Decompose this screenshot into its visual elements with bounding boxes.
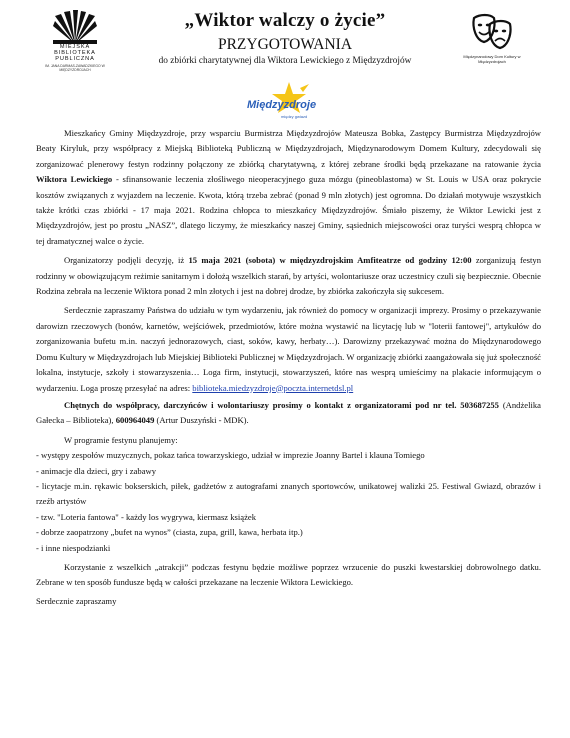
document-title: „Wiktor walczy o życie” (184, 10, 386, 31)
list-item: - występy zespołów muzycznych, pokaz tańca towarzyskiego, udział w imprezie Joanny Bartel i klauna Tomiego (36, 450, 425, 461)
program-list (36, 448, 541, 556)
mdk-logo-caption: Międzynarodowy Dom Kultury w Międzyzdrojach (463, 54, 521, 64)
paragraph-closing: Korzystanie z wszelkich „atrakcji” podczas festynu będzie możliwe poprzez wrzucenie do puszki kwestarskiej dobrowolnego datku. Zebrane w ten sposób fundusze będą w całości przekazane na leczenie Wiktora Lewickiego. (36, 561, 541, 588)
document-subtitle: PRZYGOTOWANIA (217, 36, 353, 53)
library-logo-line-3: PUBLICZNA (55, 56, 95, 63)
bold-date-place: 15 maja 2021 (sobota) w międzyzdrojskim Amfiteatrze od godziny 12:00 (188, 255, 472, 266)
library-logo-small: IM. JANA DARMAS-ZAWADZKIEGO W MIĘDZYZDROJACH (45, 63, 105, 72)
paragraph-intro: Mieszkańcy Gminy Międzyzdroje, przy wsparciu Burmistrza Międzyzdrojów Mateusza Bobka, Zastępcy Burmistrza Międzyzdrojów Beaty Kiryluk, przy współpracy z Miejską Biblioteką Publiczną w Międzyzdrojach, Międzynarodowym Domem Kultury, zdecydowali się zorganizować plenerowy festyn rodzinny połączony ze zbiórką charytatywną, z której zebrane środki będą przekazane na ratowanie życia Wiktora Lewickiego - sfinansowanie leczenia złośliwego nieoperacyjnego guza mózgu (pineoblastoma) w St. Louis w USA oraz pokrycie kosztów związanych z wyjazdem na leczenie. Kwota, którą trzeba zebrać (ponad 9 mln złotych) jest ogromna. Do działań motywuje wszystkich także krótki czas zbiórki - 17 maja 2021. Rodzina chłopca to mieszkańcy Międzyzdrojów. Śmiało piszemy, że Wiktor Lewicki jest z Międzyzdrojów, jest po prostu „NASZ”, dlatego liczymy, że mieszkańcy naszej Gminy, sąsiednich miejscowości oraz turyści wesprą chłopca w tej dramatycznej walce o życie. (36, 128, 542, 246)
paragraph-invitation: Serdecznie zapraszamy Państwa do udziału w tym wydarzeniu, jak również do pomocy w organizacji imprezy. Prosimy o przekazywanie darowizn rzeczowych (bonów, karnetów, wejściówek, przedmiotów, które można wystawić na licytację lub w "loterii fantowej", artykułów do zorganizowania bufetu m.in. naczyń jednorazowych, ciast, soków, kawy, herbaty…). Darowizny przekazywać można do Międzynarodowego Domu Kultury w Międzyzdrojach lub Miejskiej Biblioteki Publicznej w Międzyzdrojach. W organizację zbiórki zaangażowała się już społeczność lokalna, instytucje, szkoły i stowarzyszenia… Loga firm, instytucji, stowarzyszeń, które nas wesprą umieścimy na plakacie informującym o wydarzeniu. Loga proszę przesyłać na adres: biblioteka.miedzyzdroje@poczta.internetdsl.pl (36, 305, 541, 393)
signature: Serdecznie zapraszamy (36, 595, 117, 606)
list-item: - dobrze zaopatrzony „bufet na wynos” (ciasta, zupa, grill, kawa, herbata itp.) (36, 527, 303, 538)
library-logo-line-2: BIBLIOTEKA (54, 50, 96, 57)
bold-name: Wiktora Lewickiego (36, 174, 113, 185)
program-intro: W programie festynu planujemy: (64, 434, 178, 445)
paragraph-contact: Chętnych do współpracy, darczyńców i wolontariuszy prosimy o kontakt z organizatorami pod nr tel. 503687255 (Andżelika Gałecka – Biblioteka), 600964049 (Artur Duszyński - MDK). (36, 399, 541, 426)
miedzyzdroje-star-icon (243, 80, 319, 124)
list-item: - licytacje m.in. rękawic bokserskich, piłek, gadżetów z autografami znanych sportowców, unikatowej walizki 25. Festiwal Gwiazd, obrazów i rzeźb artystów (36, 480, 541, 507)
miedzyzdroje-logo-tagline: między gwiazd (281, 114, 308, 119)
list-item: - animacje dla dzieci, gry i zabawy (36, 465, 157, 476)
library-logo-line-1: MIEJSKA (59, 44, 91, 50)
list-item: - i inne niespodzianki (36, 542, 111, 553)
list-item: - tzw. "Loteria fantowa" - każdy los wygrywa, kiermasz książek (36, 511, 257, 522)
miedzyzdroje-logo (243, 80, 319, 124)
miedzyzdroje-logo-text: Międzyzdroje (247, 99, 317, 111)
paragraph-organizers: Organizatorzy podjęli decyzję, iż 15 maja 2021 (sobota) w międzyzdrojskim Amfiteatrze od godziny 12:00 zorganizują festyn rodzinny w obowiązującym reżimie sanitarnym i dołożą wszelkich starań, by artyści, wolontariusze oraz uczestnicy czuli się bezpiecznie. Obecnie Rodzina zebrała na leczenie Wiktora ponad 2 mln złotych i jest na dobrej drodze, by zbiórka zakończyła się sukcesem. (36, 255, 541, 297)
document-body (36, 126, 541, 609)
document-description: do zbiórki charytatywnej dla Wiktora Lewickiego z Międzyzdrojów (158, 56, 412, 66)
email-link[interactable]: biblioteka.miedzyzdroje@poczta.internetdsl.pl (192, 382, 354, 393)
